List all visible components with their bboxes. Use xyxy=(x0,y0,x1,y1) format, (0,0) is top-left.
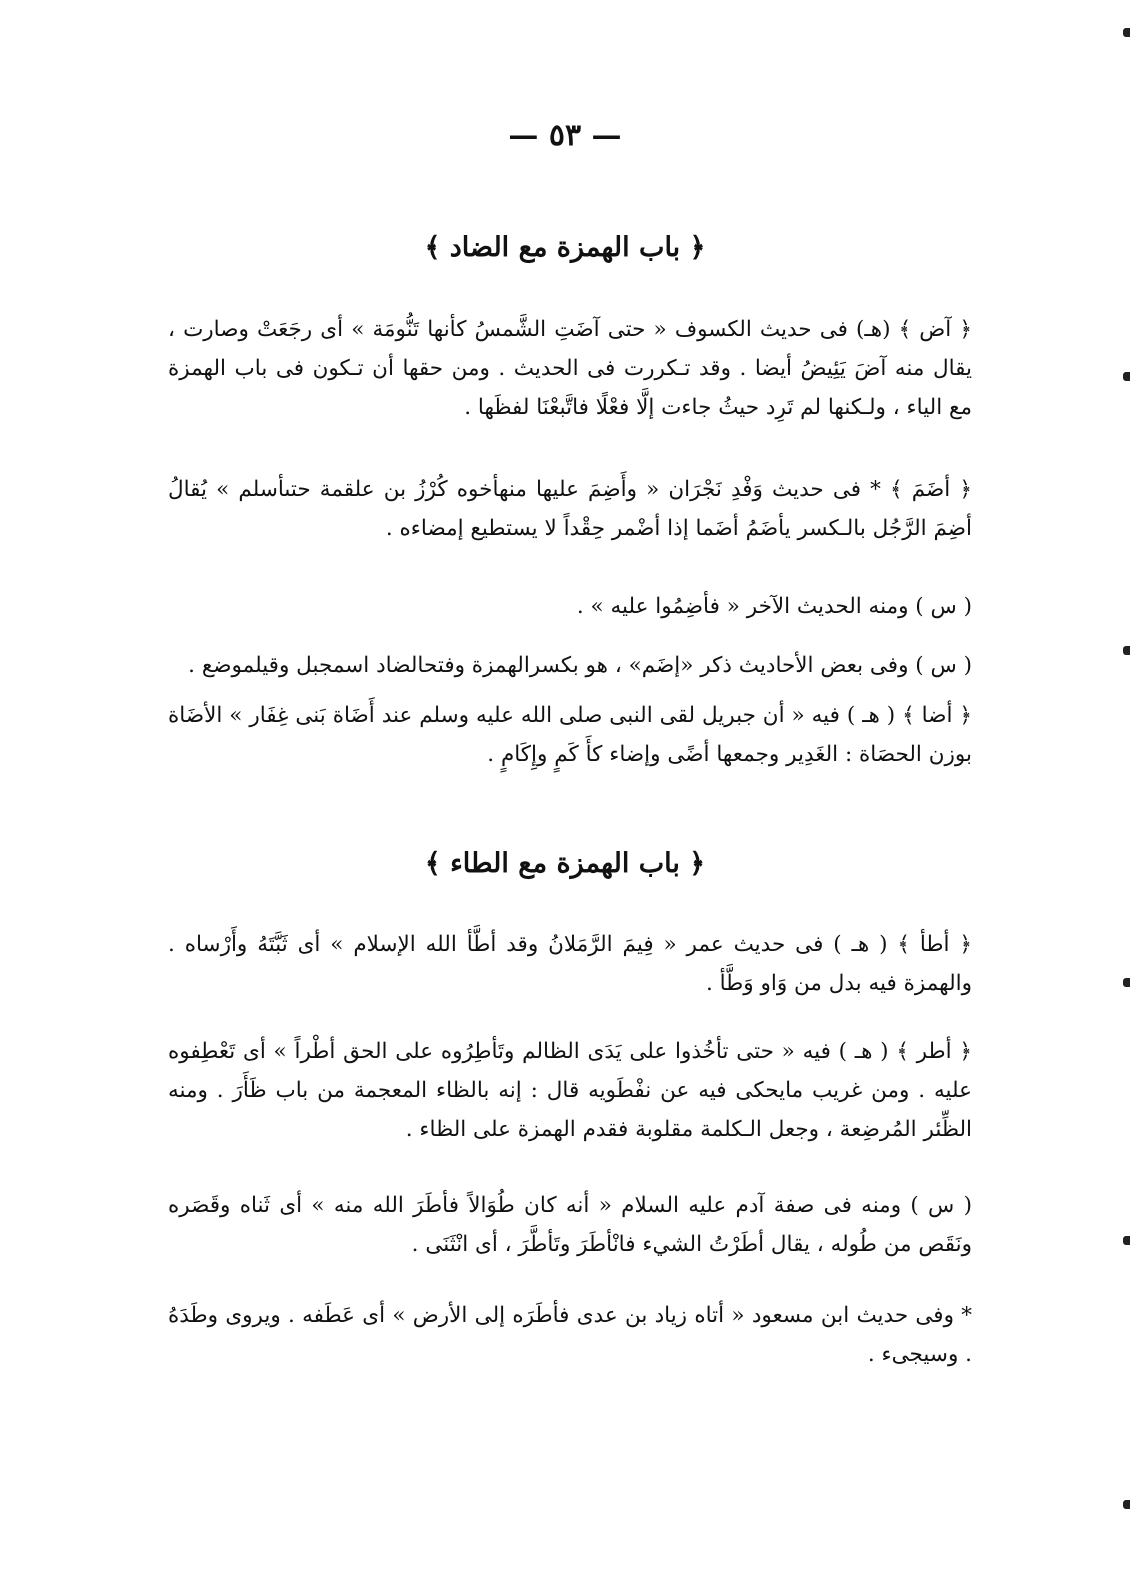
entry-aad: ﴿ آض ﴾ (هـ) فى حديث الكسوف « حتى آضَتِ الشَّمسُ كأنها تَنُّومَة » أى رجَعَتْ وصارت ، يقال منه آضَ يَئِيضُ أيضا . وقد تـكررت فى الحديث . ومن حقها أن تـكون فى باب الهمزة مع الياء ، ولـكنها لم تَرِد حيثُ جاءت إلَّا فعْلًا فاتَّبعْنَا لفظَها . xyxy=(168,317,972,420)
scan-edge-mark xyxy=(1123,1236,1130,1245)
entry-atta: ﴿ أطأ ﴾ ( هـ ) فى حديث عمر « فِيمَ الرَّمَلانُ وقد أطَّأ الله الإسلام » أى ثَبَّتَهُ وأَرْساه . والهمزة فيه بدل من وَاو وَطَّأ . xyxy=(168,932,972,996)
entry-atr-ibn-masud: * وفى حديث ابن مسعود « أتاه زياد بن عدى فأطَرَه إلى الأرض » أى عَطَفه . ويروى وطَدَهُ . وسيجىء . xyxy=(168,1303,972,1367)
entry-adam-hadith: ( س ) ومنه الحديث الآخر « فأضِمُوا عليه » . xyxy=(576,594,972,619)
entry-adam: ﴿ أضَمَ ﴾ * فى حديث وَفْدِ نَجْرَان « وأَضِمَ عليها منهأخوه كُرْزُ بن علقمة حتىأسلم » يُقالُ أضِمَ الرَّجُل بالـكسر يأضَمُ أضَما إذا أضْمر حِقْداً لا يستطيع إمضاءه . xyxy=(168,477,972,541)
section-heading-hamza-dad: ﴿ باب الهمزة مع الضاد ﴾ xyxy=(424,232,706,263)
entry-idam-place: ( س ) وفى بعض الأحاديث ذكر «إضَم» ، هو بكسرالهمزة وفتحالضاد اسمجبل وقيلموضع . xyxy=(188,653,972,678)
scan-edge-mark xyxy=(1123,646,1130,655)
scan-edge-mark xyxy=(1123,28,1130,37)
scan-edge-mark xyxy=(1123,1500,1130,1509)
page-number: — ٥٣ — xyxy=(508,118,622,153)
entry-atr: ﴿ أطر ﴾ ( هـ ) فيه « حتى تأخُذوا على يَدَى الظالم وتَأطِرُوه على الحق أطْراً » أى تَعْطِفوه عليه . ومن غريب مايحكى فيه عن نفْطَويه قال : إنه بالظاء المعجمة من باب ظَأَرَ . ومنه الظِّئر المُرضِعة ، وجعل الـكلمة مقلوبة فقدم الهمزة على الظاء . xyxy=(168,1039,972,1142)
scan-edge-mark xyxy=(1123,372,1130,381)
scan-edge-mark xyxy=(1123,978,1130,987)
entry-ada: ﴿ أضا ﴾ ( هـ ) فيه « أن جبريل لقى النبى صلى الله عليه وسلم عند أَضَاة بَنى غِفَار » الأضَاة بوزن الحصَاة : الغَدِير وجمعها أضًى وإضاء كأَ كَمٍ وإِكَامٍ . xyxy=(168,703,972,767)
entry-atr-adam: ( س ) ومنه فى صفة آدم عليه السلام « أنه كان طُوَالاً فأطَرَ الله منه » أى ثَناه وقَصَره ونَقَص من طُوله ، يقال أطَرْتُ الشيء فانْأطَرَ وتَأطَّرَ ، أى انْثَنَى . xyxy=(168,1193,972,1257)
section-heading-hamza-ta: ﴿ باب الهمزة مع الطاء ﴾ xyxy=(424,848,706,879)
